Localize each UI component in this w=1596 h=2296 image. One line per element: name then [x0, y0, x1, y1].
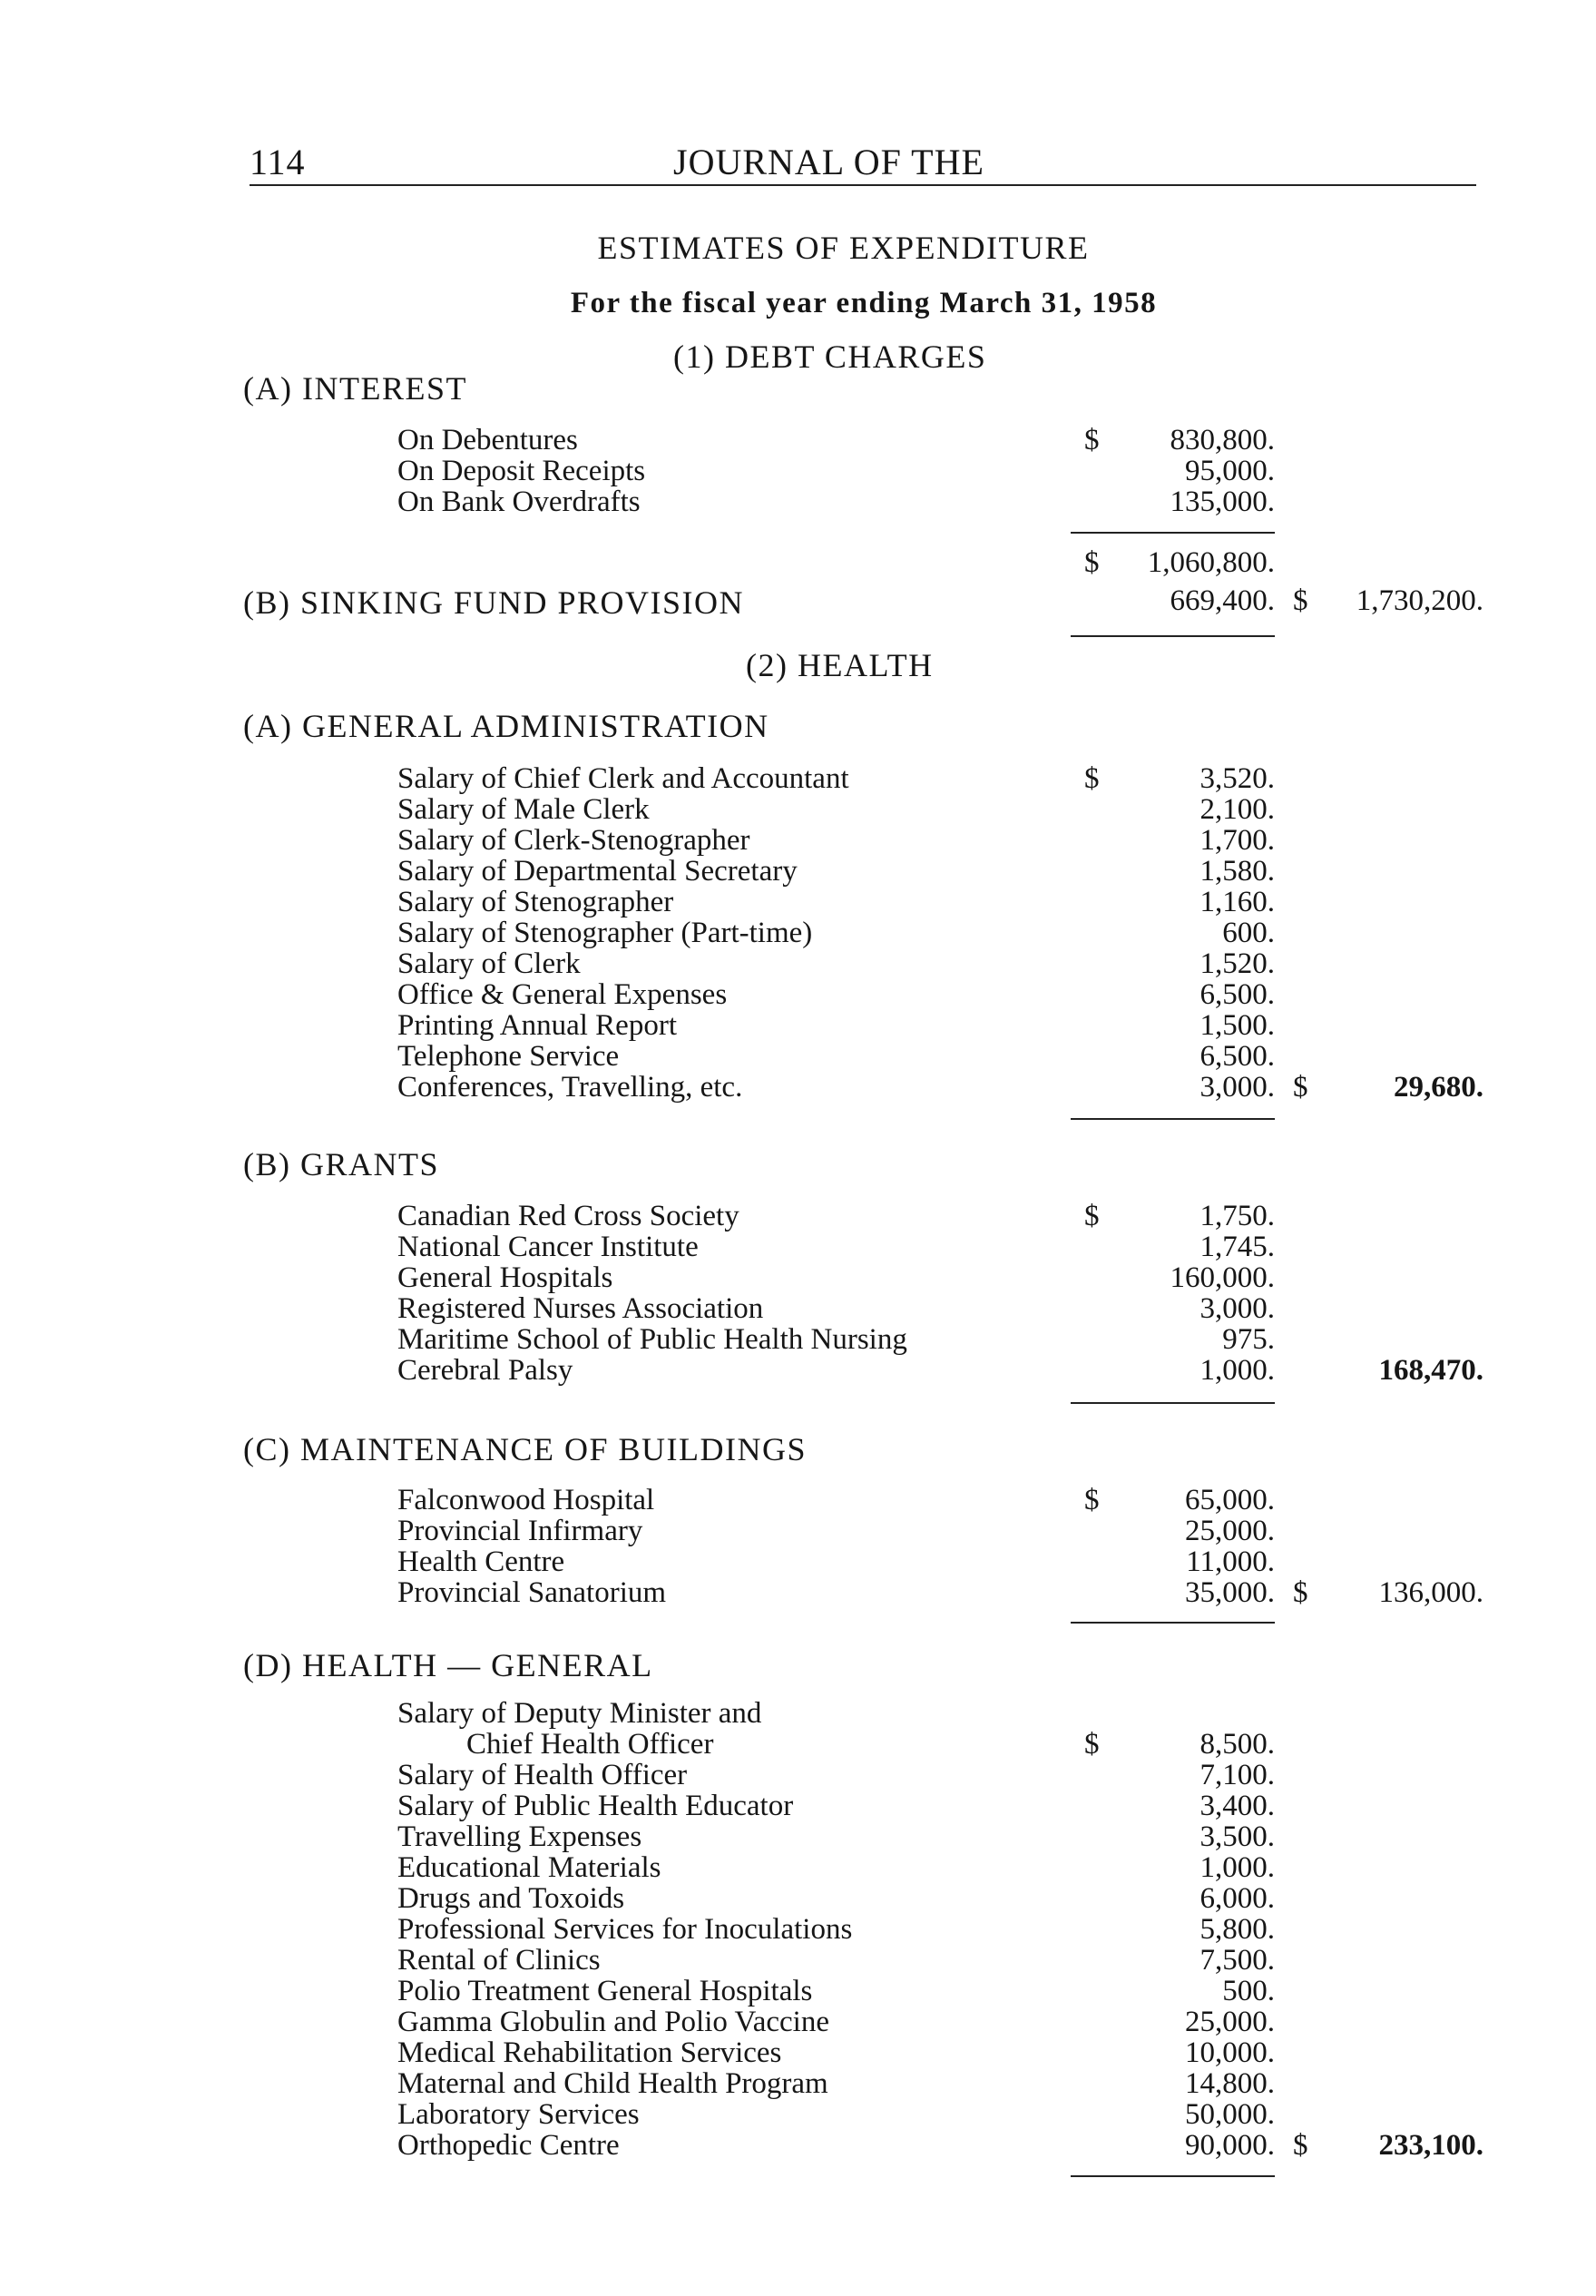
- line-item-amount: 25,000.: [1185, 2006, 1275, 2038]
- line-item-label: Telephone Service: [397, 1040, 620, 1073]
- line-item-amount: 1,700.: [1199, 824, 1275, 857]
- line-item-label: Canadian Red Cross Society: [397, 1200, 739, 1232]
- line-item-label: Educational Materials: [397, 1851, 661, 1884]
- line-item-label: Salary of Chief Clerk and Accountant: [397, 762, 849, 795]
- dollar-sign: $: [1293, 2129, 1308, 2162]
- line-item-amount: 7,500.: [1199, 1944, 1275, 1977]
- subtotal-rule: [1071, 2175, 1275, 2177]
- line-item-amount: 7,100.: [1199, 1759, 1275, 1791]
- section-maintenance-title: (C) MAINTENANCE OF BUILDINGS: [243, 1431, 807, 1467]
- line-item-label: Salary of Male Clerk: [397, 793, 650, 826]
- line-item-amount: 135,000.: [1170, 486, 1275, 518]
- line-item-amount: 1,580.: [1199, 855, 1275, 888]
- line-item-amount: 500.: [1222, 1975, 1275, 2007]
- heading-debt-charges: (1) DEBT CHARGES: [673, 339, 987, 375]
- line-item-amount: 50,000.: [1185, 2098, 1275, 2131]
- line-item-label: Falconwood Hospital: [397, 1484, 655, 1516]
- line-item-amount: 160,000.: [1170, 1261, 1275, 1294]
- header-rule: [250, 184, 1476, 186]
- line-item-amount: 6,500.: [1199, 978, 1275, 1011]
- debt-charges-total: 1,730,200.: [1356, 584, 1483, 617]
- line-item-amount: 10,000.: [1185, 2036, 1275, 2069]
- line-item-label: Registered Nurses Association: [397, 1292, 764, 1325]
- grants-total: 168,470.: [1378, 1354, 1483, 1387]
- dollar-sign: $: [1084, 762, 1100, 795]
- line-item-amount: 25,000.: [1185, 1515, 1275, 1547]
- line-item-label: Polio Treatment General Hospitals: [397, 1975, 813, 2007]
- dollar-sign: $: [1293, 1071, 1308, 1104]
- line-item-label: Salary of Departmental Secretary: [397, 855, 798, 888]
- line-item-amount: 6,500.: [1199, 1040, 1275, 1073]
- dollar-sign: $: [1084, 546, 1100, 579]
- line-item-label: Professional Services for Inoculations: [397, 1913, 853, 1946]
- line-item-label: Salary of Stenographer (Part-time): [397, 917, 813, 949]
- interest-subtotal: 1,060,800.: [1147, 546, 1275, 579]
- line-item-label: Provincial Infirmary: [397, 1515, 643, 1547]
- dollar-sign: $: [1084, 424, 1100, 456]
- section-interest-title: (A) INTEREST: [243, 370, 467, 407]
- page-number: 114: [250, 142, 306, 182]
- subtotal-rule: [1071, 1622, 1275, 1624]
- line-item-label: Cerebral Palsy: [397, 1354, 573, 1387]
- page-subtitle: For the fiscal year ending March 31, 1958: [570, 287, 1158, 319]
- line-item-label: Provincial Sanatorium: [397, 1576, 667, 1609]
- dollar-sign: $: [1293, 1576, 1308, 1609]
- line-item-label: Salary of Health Officer: [397, 1759, 688, 1791]
- dollar-sign: $: [1084, 1484, 1100, 1516]
- line-item-amount: 3,520.: [1199, 762, 1275, 795]
- line-item-amount: 1,520.: [1199, 947, 1275, 980]
- running-title: JOURNAL OF THE: [673, 142, 984, 182]
- page-title: ESTIMATES OF EXPENDITURE: [597, 230, 1090, 266]
- line-item-amount: 975.: [1222, 1323, 1275, 1356]
- line-item-amount: 600.: [1222, 917, 1275, 949]
- subtotal-rule: [1071, 1402, 1275, 1404]
- line-item-label: Salary of Deputy Minister and: [397, 1697, 762, 1730]
- line-item-amount: 3,000.: [1199, 1071, 1275, 1104]
- line-item-label: Printing Annual Report: [397, 1009, 677, 1042]
- line-item-amount: 1,745.: [1199, 1231, 1275, 1263]
- line-item-amount: 65,000.: [1185, 1484, 1275, 1516]
- dollar-sign: $: [1084, 1728, 1100, 1761]
- line-item-label: On Bank Overdrafts: [397, 486, 641, 518]
- line-item-amount: 35,000.: [1185, 1576, 1275, 1609]
- line-item-amount: 95,000.: [1185, 455, 1275, 487]
- line-item-amount: 5,800.: [1199, 1913, 1275, 1946]
- line-item-label: Medical Rehabilitation Services: [397, 2036, 782, 2069]
- line-item-label: Maritime School of Public Health Nursing: [397, 1323, 907, 1356]
- maintenance-total: 136,000.: [1378, 1576, 1483, 1609]
- line-item-amount: 2,100.: [1199, 793, 1275, 826]
- section-grants-title: (B) GRANTS: [243, 1146, 440, 1182]
- line-item-label: Drugs and Toxoids: [397, 1882, 625, 1915]
- line-item-label: Health Centre: [397, 1545, 565, 1578]
- line-item-label: On Deposit Receipts: [397, 455, 646, 487]
- line-item-label: On Debentures: [397, 424, 578, 456]
- line-item-label: Chief Health Officer: [466, 1728, 714, 1761]
- subtotal-rule: [1071, 532, 1275, 534]
- line-item-amount: 1,000.: [1199, 1354, 1275, 1387]
- line-item-label: Salary of Clerk-Stenographer: [397, 824, 750, 857]
- line-item-label: Travelling Expenses: [397, 1820, 642, 1853]
- subtotal-rule: [1071, 635, 1275, 637]
- line-item-amount: 90,000.: [1185, 2129, 1275, 2162]
- line-item-amount: 830,800.: [1170, 424, 1275, 456]
- line-item-amount: 3,400.: [1199, 1790, 1275, 1822]
- line-item-amount: 8,500.: [1199, 1728, 1275, 1761]
- line-item-amount: 1,000.: [1199, 1851, 1275, 1884]
- line-item-amount: 3,000.: [1199, 1292, 1275, 1325]
- line-item-amount: 1,500.: [1199, 1009, 1275, 1042]
- general-admin-total: 29,680.: [1394, 1071, 1483, 1104]
- line-item-amount: 11,000.: [1186, 1545, 1275, 1578]
- line-item-label: Gamma Globulin and Polio Vaccine: [397, 2006, 829, 2038]
- line-item-label: Rental of Clinics: [397, 1944, 601, 1977]
- line-item-label: Conferences, Travelling, etc.: [397, 1071, 743, 1104]
- line-item-amount: 1,750.: [1199, 1200, 1275, 1232]
- line-item-label: Salary of Clerk: [397, 947, 581, 980]
- health-general-total: 233,100.: [1378, 2129, 1483, 2162]
- line-item-amount: 3,500.: [1199, 1820, 1275, 1853]
- line-item-label: Laboratory Services: [397, 2098, 640, 2131]
- sinking-fund-amount: 669,400.: [1170, 584, 1275, 617]
- subtotal-rule: [1071, 1118, 1275, 1120]
- heading-health: (2) HEALTH: [746, 647, 934, 683]
- line-item-label: Maternal and Child Health Program: [397, 2067, 828, 2100]
- line-item-label: Orthopedic Centre: [397, 2129, 620, 2162]
- dollar-sign: $: [1084, 1200, 1100, 1232]
- line-item-amount: 14,800.: [1185, 2067, 1275, 2100]
- line-item-amount: 6,000.: [1199, 1882, 1275, 1915]
- dollar-sign: $: [1293, 584, 1308, 617]
- line-item-label: Office & General Expenses: [397, 978, 728, 1011]
- line-item-amount: 1,160.: [1199, 886, 1275, 918]
- line-item-label: Salary of Public Health Educator: [397, 1790, 794, 1822]
- line-item-label: National Cancer Institute: [397, 1231, 699, 1263]
- section-general-admin-title: (A) GENERAL ADMINISTRATION: [243, 708, 769, 744]
- line-item-label: Salary of Stenographer: [397, 886, 674, 918]
- line-item-label: General Hospitals: [397, 1261, 613, 1294]
- section-sinking-fund-title: (B) SINKING FUND PROVISION: [243, 584, 745, 621]
- section-health-general-title: (D) HEALTH — GENERAL: [243, 1647, 653, 1683]
